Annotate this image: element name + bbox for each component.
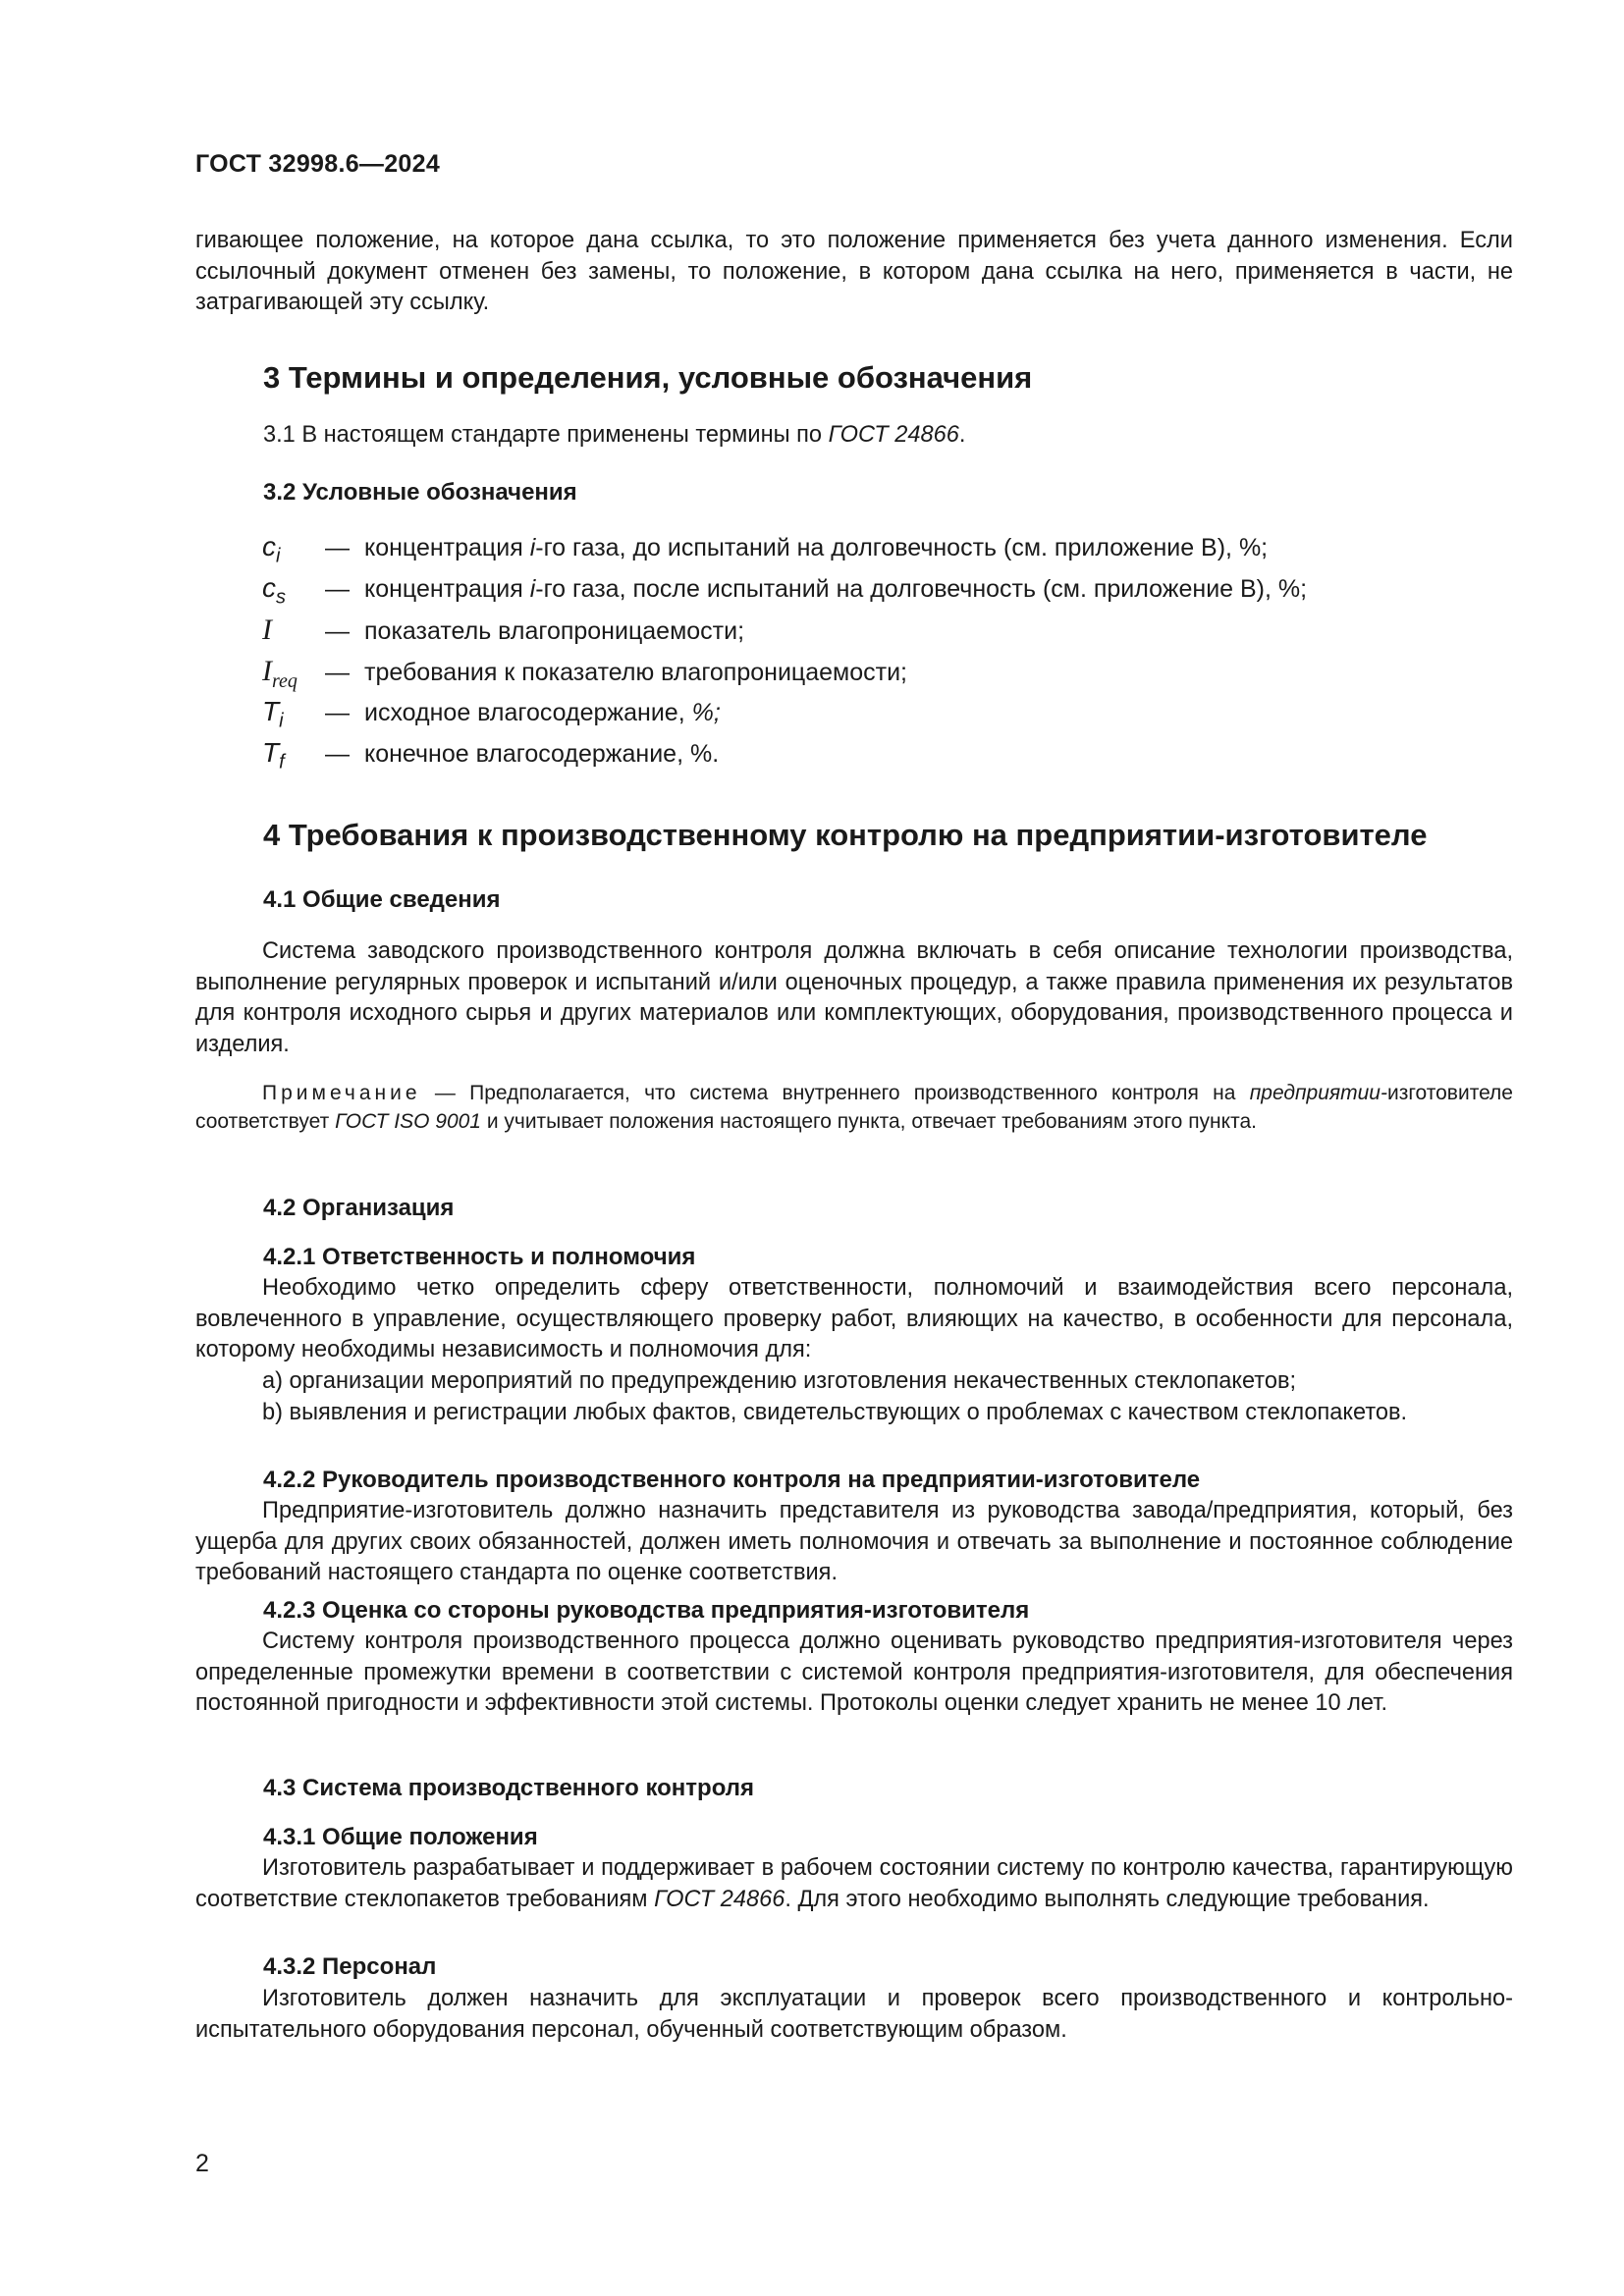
dash: —: [325, 699, 350, 726]
symbol-row: [262, 737, 1307, 778]
symbol: $I_{req}$: [262, 655, 298, 692]
symbol-row: [262, 614, 1307, 655]
section-3-title: 3 Термины и определения, условные обозначения: [263, 360, 1033, 395]
list-item-a: a) организации мероприятий по предупреждению изготовления некачественных стеклопакетов;: [262, 1368, 1297, 1394]
symbol-row: [262, 572, 1307, 614]
gost-iso-9001-reference: ГОСТ ISO 9001: [335, 1109, 481, 1133]
symbol-row: [262, 531, 1307, 572]
symbol-row: [262, 655, 1307, 696]
symbol: $T_f$: [262, 737, 285, 774]
paragraph-4-3-2: Изготовитель должен назначить для эксплуатации и проверок всего производственного и контрольно-испытательного оборудования персонал, обученный соответствующим образом.: [195, 1986, 1513, 2043]
symbol: I: [262, 614, 272, 646]
dash: —: [325, 659, 350, 686]
subsection-3-2-title: 3.2 Условные обозначения: [263, 479, 577, 506]
dash: —: [325, 740, 350, 768]
paragraph-4-2-2: Предприятие-изготовитель должно назначить представителя из руководства завода/предприятия, который, без ущерба для других своих обязанностей, должен иметь полномочия и отвечать за выполнение и постоянное соблюдение требований настоящего стандарта по оценке соответствия.: [195, 1498, 1513, 1585]
note-label: Примечание: [262, 1082, 421, 1104]
subsection-4-3-2-title: 4.3.2 Персонал: [263, 1953, 437, 1980]
paragraph-3-1-end: .: [958, 422, 966, 448]
paragraph-4-2-3: Систему контроля производственного процесса должно оценивать руководство предприятия-изготовителя через определенные промежутки времени в соответствии с системой контроля предприятия-изготовителя, для обеспечения постоянной пригодности и эффективности этой системы. Протоколы оценки следует хранить не менее 10 лет.: [195, 1629, 1513, 1716]
paragraph-3-1: [263, 420, 1514, 452]
paragraph-4-3-1: Изготовитель разрабатывает и поддерживает в рабочем состоянии систему по контролю качества, гарантирующую соответствие стеклопакетов требованиям ГОСТ 24866. Для этого необходимо выполнять следующие требования.: [195, 1855, 1513, 1912]
intro-paragraph: гивающее положение, на которое дана ссылка, то это положение применяется без учета данного изменения. Если ссылочный документ отменен без замены, то положение, в котором дана ссылка на него, применяется в части, не затрагивающей эту ссылку.: [195, 228, 1513, 315]
symbol: $T_i$: [262, 696, 284, 732]
symbol: $c_s$: [262, 572, 286, 609]
subsection-4-2-1-title: 4.2.1 Ответственность и полномочия: [263, 1244, 696, 1270]
subsection-4-2-3-title: 4.2.3 Оценка со стороны руководства предприятия-изготовителя: [263, 1597, 1030, 1624]
gost-24866-reference: ГОСТ 24866: [828, 422, 959, 448]
note-paragraph: Примечание — Предполагается, что система внутреннего производственного контроля на предприятии-изготовителе соответствует ГОСТ ISO 9001 и учитывает положения настоящего пункта, отвечает требованиям этого пункта.: [195, 1082, 1513, 1133]
section-4-title: 4 Требования к производственному контролю на предприятии-изготовителе: [263, 818, 1428, 852]
dash: —: [325, 617, 350, 645]
subsection-4-2-2-title: 4.2.2 Руководитель производственного контроля на предприятии-изготовителе: [263, 1467, 1201, 1493]
symbol-description: концентрация i-го газа, после испытаний на долговечность (см. приложение В), %;: [364, 575, 1308, 603]
document-code: ГОСТ 32998.6—2024: [195, 150, 441, 178]
gost-24866-reference: ГОСТ 24866: [654, 1886, 785, 1912]
symbol-description: конечное влагосодержание, %.: [364, 740, 720, 768]
symbol: $c_i$: [262, 531, 281, 567]
symbol-description: концентрация i-го газа, до испытаний на долговечность (см. приложение В), %;: [364, 534, 1269, 561]
subsection-4-2-title: 4.2 Организация: [263, 1195, 455, 1221]
paragraph-4-2-1: Необходимо четко определить сферу ответственности, полномочий и взаимодействия всего персонала, вовлеченного в управление, осуществляющего проверку работ, влияющих на качество, в особенности для персонала, которому необходимы независимость и полномочия для:: [195, 1275, 1513, 1362]
symbol-row: [262, 696, 1307, 737]
paragraph-4-1: Система заводского производственного контроля должна включать в себя описание технологии производства, выполнение регулярных проверок и испытаний и/или оценочных процедур, а также правила применения их результатов для контроля исходного сырья и других материалов или комплектующих, оборудования, производственного процесса и изделия.: [195, 938, 1513, 1057]
symbol-description: показатель влагопроницаемости;: [364, 617, 745, 645]
symbol-description: исходное влагосодержание, %;: [364, 699, 721, 726]
page-number: 2: [195, 2150, 209, 2177]
symbol-description: требования к показателю влагопроницаемости;: [364, 659, 908, 686]
dash: —: [325, 534, 350, 561]
dash: —: [325, 575, 350, 603]
symbols-list: [262, 531, 1307, 778]
paragraph-3-1-text: 3.1 В настоящем стандарте применены термины по: [263, 422, 829, 448]
subsection-4-3-1-title: 4.3.1 Общие положения: [263, 1824, 538, 1850]
list-item-b: b) выявления и регистрации любых фактов, свидетельствующих о проблемах с качеством стеклопакетов.: [262, 1400, 1408, 1425]
subsection-4-1-title: 4.1 Общие сведения: [263, 886, 501, 913]
subsection-4-3-title: 4.3 Система производственного контроля: [263, 1775, 755, 1801]
